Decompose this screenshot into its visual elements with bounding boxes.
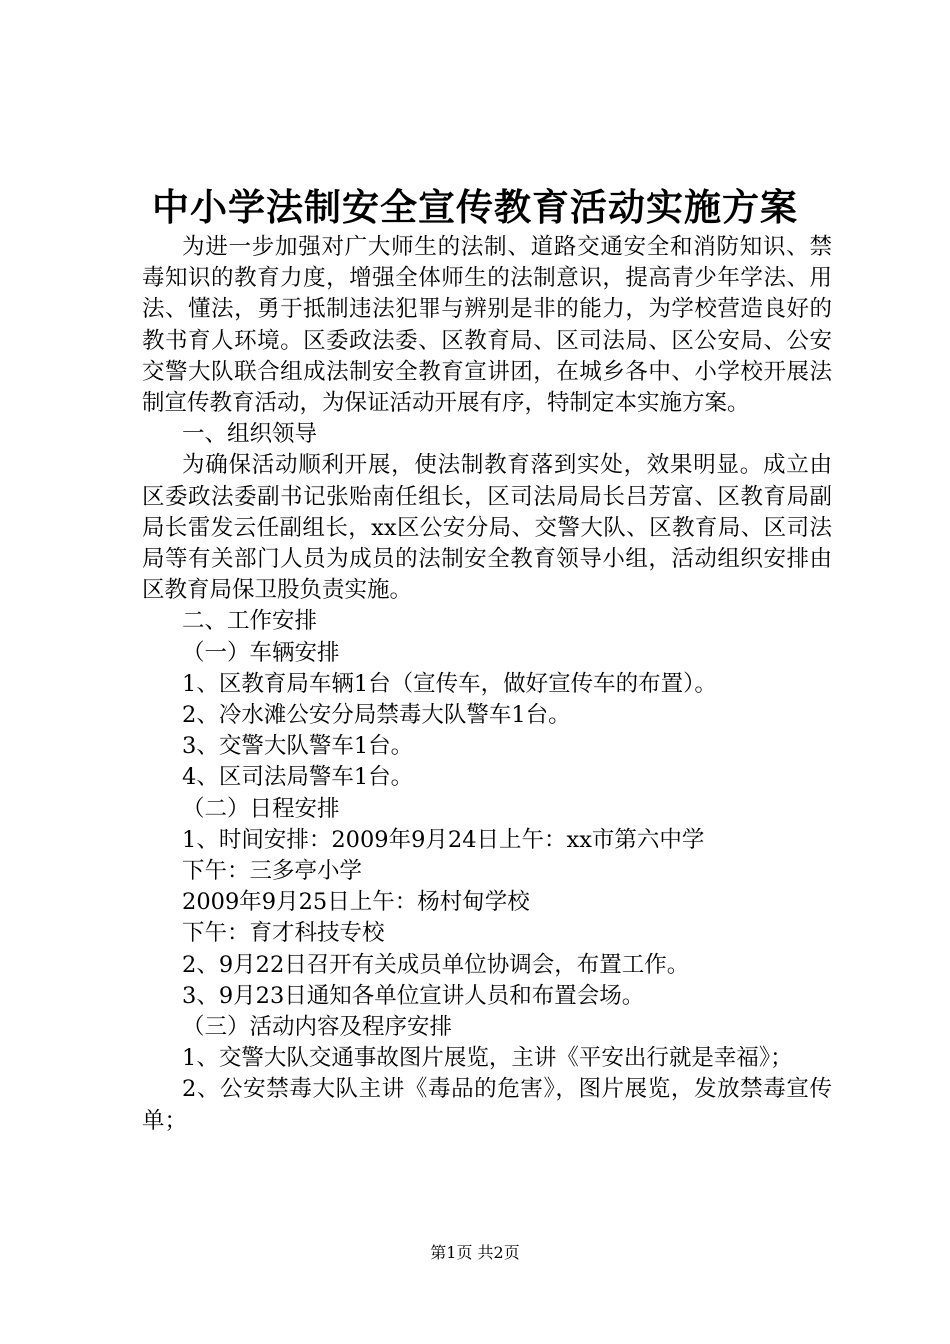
document-title: 中小学法制安全宣传教育活动实施方案 bbox=[152, 186, 798, 229]
list-item: 1、时间安排：2009年9月24日上午：xx市第六中学 bbox=[182, 826, 705, 853]
subsection-heading: （二）日程安排 bbox=[182, 795, 340, 822]
subsection-heading: （一）车辆安排 bbox=[182, 639, 340, 666]
intro-paragraph: 为进一步加强对广大师生的法制、道路交通安全和消防知识、禁毒知识的教育力度，增强全体师生的法制意识，提高青少年学法、用法、懂法，勇于抵制违法犯罪与辨别是非的能力，为学校营造良好的教书育人环境。区委政法委、区教育局、区司法局、区公安局、公安交警大队联合组成法制安全教育宣讲团，在城乡各中、小学校开展法制宣传教育活动，为保证活动开展有序，特制定本实施方案。 bbox=[142, 234, 832, 417]
section-heading: 二、工作安排 bbox=[182, 608, 318, 635]
list-item: 2、冷水滩公安分局禁毒大队警车1台。 bbox=[182, 702, 571, 729]
list-item: 下午：育才科技专校 bbox=[182, 920, 385, 947]
list-item: 1、交警大队交通事故图片展览，主讲《平安出行就是幸福》； bbox=[182, 1045, 793, 1072]
list-item: 3、交警大队警车1台。 bbox=[182, 733, 414, 760]
list-item: 1、区教育局车辆1台（宣传车，做好宣传车的布置）。 bbox=[182, 670, 717, 697]
list-item: 4、区司法局警车1台。 bbox=[182, 764, 414, 791]
list-item: 2、9月22日召开有关成员单位协调会，布置工作。 bbox=[182, 951, 690, 978]
section-heading: 一、组织领导 bbox=[182, 421, 318, 448]
document-body bbox=[142, 232, 832, 1137]
list-item: 2009年9月25日上午：杨村甸学校 bbox=[182, 889, 530, 916]
body-paragraph: 为确保活动顺利开展，使法制教育落到实处，效果明显。成立由区委政法委副书记张贻南任组长，区司法局局长吕芳富、区教育局副局长雷发云任副组长，xx区公安分局、交警大队、区教育局、区司法局等有关部门人员为成员的法制安全教育领导小组，活动组织安排由区教育局保卫股负责实施。 bbox=[142, 452, 832, 604]
list-item: 下午：三多亭小学 bbox=[182, 858, 363, 885]
list-item: 2、公安禁毒大队主讲《毒品的危害》，图片展览，发放禁毒宣传单； bbox=[142, 1076, 832, 1134]
subsection-heading: （三）活动内容及程序安排 bbox=[182, 1014, 453, 1041]
list-item: 3、9月23日通知各单位宣讲人员和布置会场。 bbox=[182, 982, 645, 1009]
page-footer: 第1页 共2页 bbox=[430, 1243, 520, 1262]
